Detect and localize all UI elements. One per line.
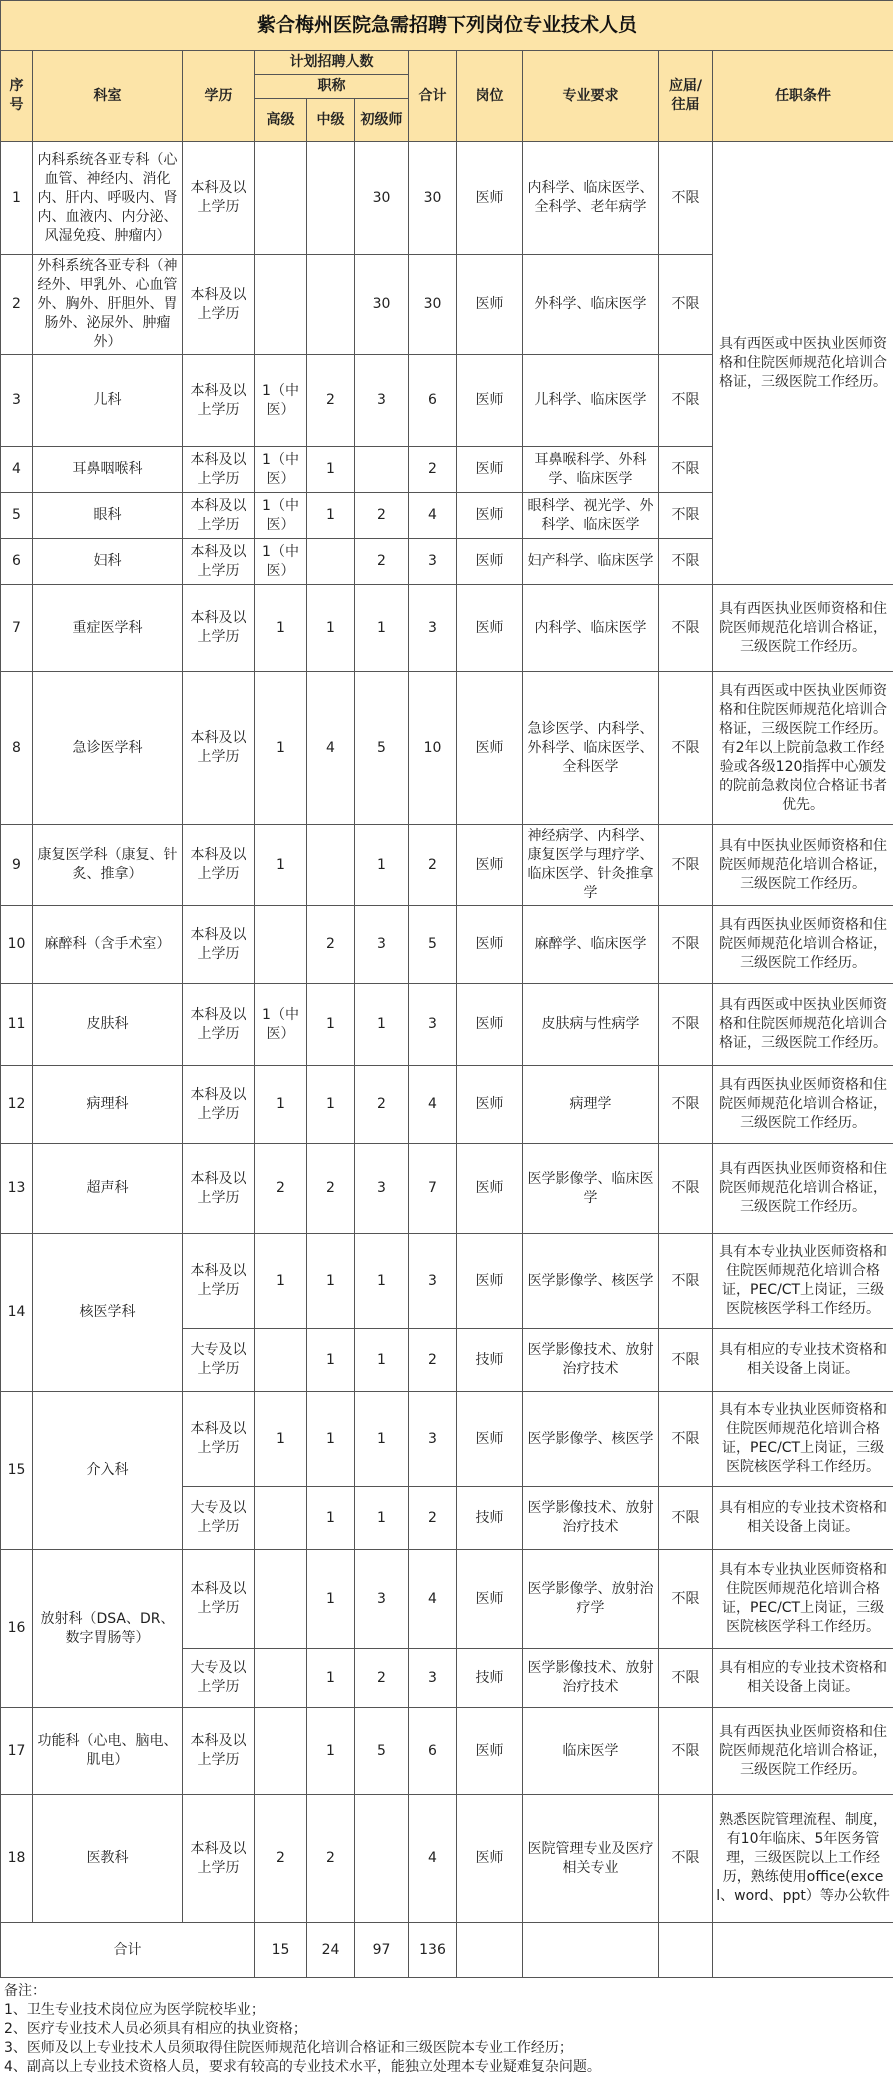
row-junior: 1 [355,1487,409,1550]
row-post: 技师 [457,1649,523,1708]
row-junior: 5 [355,672,409,825]
table-row [1,1550,893,1649]
header-dept: 科室 [33,51,183,142]
header-senior: 高级 [255,99,307,142]
row-edu: 大专及以上学历 [183,1649,255,1708]
total-row [1,1923,893,1978]
table-row [1,1392,893,1487]
row-major: 医学影像学、临床医学 [523,1144,659,1234]
row-mid: 1 [307,493,355,539]
row-total: 3 [409,1392,457,1487]
row-post: 医师 [457,1234,523,1329]
row-edu: 本科及以上学历 [183,1144,255,1234]
row-dept: 妇科 [33,539,183,585]
row-post: 医师 [457,585,523,672]
row-grad: 不限 [659,984,713,1066]
table-row [1,1144,893,1234]
row-post: 医师 [457,355,523,447]
row-junior: 2 [355,493,409,539]
row-number: 8 [1,672,33,825]
row-grad: 不限 [659,1066,713,1144]
row-total: 3 [409,539,457,585]
row-total: 4 [409,1066,457,1144]
row-number: 3 [1,355,33,447]
row-senior: 1（中医） [255,447,307,493]
row-senior [255,1708,307,1795]
row-post: 技师 [457,1487,523,1550]
row-number: 7 [1,585,33,672]
header-post: 岗位 [457,51,523,142]
row-total: 4 [409,493,457,539]
row-major: 外科学、临床医学 [523,255,659,355]
row-edu: 本科及以上学历 [183,1708,255,1795]
row-grad: 不限 [659,255,713,355]
row-mid [307,539,355,585]
row-senior [255,1329,307,1392]
header-mid: 中级 [307,99,355,142]
total-senior: 15 [255,1923,307,1978]
row-junior: 1 [355,825,409,906]
row-number: 10 [1,906,33,984]
row-post: 医师 [457,1550,523,1649]
row-post: 医师 [457,493,523,539]
row-total: 3 [409,984,457,1066]
row-senior: 1 [255,1066,307,1144]
row-junior: 1 [355,984,409,1066]
row-cond: 具有西医执业医师资格和住院医师规范化培训合格证，三级医院工作经历。 [713,1708,893,1795]
row-grad: 不限 [659,906,713,984]
row-cond: 熟悉医院管理流程、制度，有10年临床、5年医务管理，三级医院以上工作经历，熟练使用office(excel、word、ppt）等办公软件 [713,1795,893,1923]
notes-section [0,1978,893,2081]
row-major: 临床医学 [523,1708,659,1795]
table-row [1,1708,893,1795]
row-edu: 本科及以上学历 [183,447,255,493]
row-cond: 具有西医执业医师资格和住院医师规范化培训合格证，三级医院工作经历。 [713,906,893,984]
row-cond: 具有本专业执业医师资格和住院医师规范化培训合格证，PEC/CT上岗证，三级医院核医学科工作经历。 [713,1392,893,1487]
row-grad: 不限 [659,1144,713,1234]
row-grad: 不限 [659,447,713,493]
note-item: 4、副高以上专业技术资格人员，要求有较高的专业技术水平，能独立处理本专业疑难复杂问题。 [4,2058,889,2077]
total-empty-cond [713,1923,893,1978]
row-cond: 具有本专业执业医师资格和住院医师规范化培训合格证，PEC/CT上岗证，三级医院核医学科工作经历。 [713,1550,893,1649]
row-edu: 本科及以上学历 [183,1066,255,1144]
header-edu: 学历 [183,51,255,142]
row-post: 医师 [457,984,523,1066]
row-mid: 1 [307,984,355,1066]
row-mid: 2 [307,355,355,447]
row-number: 5 [1,493,33,539]
row-major: 病理学 [523,1066,659,1144]
row-cond: 具有本专业执业医师资格和住院医师规范化培训合格证，PEC/CT上岗证，三级医院核医学科工作经历。 [713,1234,893,1329]
row-dept: 内科系统各亚专科（心血管、神经内、消化内、肝内、呼吸内、肾内、血液内、内分泌、风湿免疫、肿瘤内） [33,142,183,255]
row-edu: 本科及以上学历 [183,984,255,1066]
row-edu: 本科及以上学历 [183,255,255,355]
row-mid: 1 [307,1487,355,1550]
row-junior: 1 [355,1329,409,1392]
note-item: 3、医师及以上专业技术人员须取得住院医师规范化培训合格证和三级医院本专业工作经历； [4,2039,889,2058]
table-row [1,1795,893,1923]
row-post: 医师 [457,255,523,355]
row-senior [255,255,307,355]
row-senior: 1 [255,1392,307,1487]
row-total: 7 [409,1144,457,1234]
header-junior: 初级师 [355,99,409,142]
row-post: 医师 [457,142,523,255]
row-major: 医学影像学、核医学 [523,1392,659,1487]
row-edu: 本科及以上学历 [183,493,255,539]
row-major: 麻醉学、临床医学 [523,906,659,984]
row-edu: 本科及以上学历 [183,539,255,585]
row-number: 14 [1,1234,33,1392]
row-junior: 1 [355,1234,409,1329]
row-number: 17 [1,1708,33,1795]
row-major: 医学影像技术、放射治疗技术 [523,1649,659,1708]
row-major: 医院管理专业及医疗相关专业 [523,1795,659,1923]
row-senior: 1（中医） [255,493,307,539]
table-row [1,825,893,906]
row-post: 医师 [457,906,523,984]
row-dept: 急诊医学科 [33,672,183,825]
row-grad: 不限 [659,672,713,825]
row-junior: 2 [355,1066,409,1144]
row-cond: 具有相应的专业技术资格和相关设备上岗证。 [713,1487,893,1550]
row-total: 2 [409,447,457,493]
row-edu: 本科及以上学历 [183,355,255,447]
row-major: 医学影像技术、放射治疗技术 [523,1487,659,1550]
row-mid: 1 [307,585,355,672]
row-total: 3 [409,1234,457,1329]
row-total: 3 [409,1649,457,1708]
row-major: 眼科学、视光学、外科学、临床医学 [523,493,659,539]
row-dept: 眼科 [33,493,183,539]
row-cond: 具有西医或中医执业医师资格和住院医师规范化培训合格证，三级医院工作经历。 [713,984,893,1066]
table-row [1,142,893,255]
row-mid: 1 [307,1392,355,1487]
row-senior: 2 [255,1144,307,1234]
row-cond: 具有相应的专业技术资格和相关设备上岗证。 [713,1329,893,1392]
document-title: 紫合梅州医院急需招聘下列岗位专业技术人员 [1,1,893,51]
total-label: 合计 [1,1923,255,1978]
row-total: 2 [409,825,457,906]
row-edu: 本科及以上学历 [183,672,255,825]
row-mid: 2 [307,906,355,984]
row-junior: 2 [355,539,409,585]
row-grad: 不限 [659,142,713,255]
row-number: 18 [1,1795,33,1923]
table-row [1,672,893,825]
note-item: 2、医疗专业技术人员必须具有相应的执业资格； [4,2020,889,2039]
header-no: 序号 [1,51,33,142]
row-edu: 本科及以上学历 [183,1392,255,1487]
row-mid [307,255,355,355]
table-body [1,142,893,1978]
row-grad: 不限 [659,1708,713,1795]
row-dept: 功能科（心电、脑电、肌电） [33,1708,183,1795]
header-major: 专业要求 [523,51,659,142]
row-major: 皮肤病与性病学 [523,984,659,1066]
row-cond: 具有西医执业医师资格和住院医师规范化培训合格证，三级医院工作经历。 [713,585,893,672]
row-number: 9 [1,825,33,906]
total-sum: 136 [409,1923,457,1978]
row-senior [255,1487,307,1550]
header-grad: 应届/往届 [659,51,713,142]
total-empty-grad [659,1923,713,1978]
total-junior: 97 [355,1923,409,1978]
row-edu: 本科及以上学历 [183,142,255,255]
note-item: 1、卫生专业技术岗位应为医学院校毕业； [4,2001,889,2020]
row-post: 医师 [457,825,523,906]
row-post: 医师 [457,1066,523,1144]
row-senior: 2 [255,1795,307,1923]
row-dept: 医教科 [33,1795,183,1923]
row-cond: 具有西医或中医执业医师资格和住院医师规范化培训合格证，三级医院工作经历。有2年以上院前急救工作经验或各级120指挥中心颁发的院前急救岗位合格证书者优先。 [713,672,893,825]
row-grad: 不限 [659,1487,713,1550]
row-mid: 1 [307,1649,355,1708]
row-cond-shared: 具有西医或中医执业医师资格和住院医师规范化培训合格证，三级医院工作经历。 [713,142,893,585]
row-dept: 康复医学科（康复、针炙、推拿） [33,825,183,906]
row-post: 技师 [457,1329,523,1392]
row-major: 医学影像学、放射治疗学 [523,1550,659,1649]
row-junior: 1 [355,585,409,672]
row-mid [307,825,355,906]
row-dept: 麻醉科（含手术室） [33,906,183,984]
row-dept: 耳鼻咽喉科 [33,447,183,493]
row-post: 医师 [457,1144,523,1234]
row-number: 11 [1,984,33,1066]
row-mid: 4 [307,672,355,825]
header-cond: 任职条件 [713,51,893,142]
row-cond: 具有中医执业医师资格和住院医师规范化培训合格证，三级医院工作经历。 [713,825,893,906]
total-empty-major [523,1923,659,1978]
row-senior: 1 [255,1234,307,1329]
row-dept: 外科系统各亚专科（神经外、甲乳外、心血管外、胸外、肝胆外、胃肠外、泌尿外、肿瘤外） [33,255,183,355]
row-dept: 超声科 [33,1144,183,1234]
notes-heading: 备注： [4,1982,889,2001]
row-junior: 3 [355,355,409,447]
table-row [1,906,893,984]
row-grad: 不限 [659,1649,713,1708]
row-edu: 本科及以上学历 [183,906,255,984]
row-dept: 重症医学科 [33,585,183,672]
row-junior: 30 [355,255,409,355]
row-mid: 1 [307,447,355,493]
row-dept: 儿科 [33,355,183,447]
row-mid: 1 [307,1234,355,1329]
row-senior: 1（中医） [255,984,307,1066]
header-rank: 职称 [255,75,409,99]
row-senior: 1 [255,672,307,825]
row-mid [307,142,355,255]
row-major: 儿科学、临床医学 [523,355,659,447]
row-mid: 1 [307,1329,355,1392]
row-total: 4 [409,1795,457,1923]
row-senior: 1 [255,825,307,906]
row-number: 16 [1,1550,33,1708]
row-post: 医师 [457,1795,523,1923]
row-major: 妇产科学、临床医学 [523,539,659,585]
table-row [1,585,893,672]
row-cond: 具有相应的专业技术资格和相关设备上岗证。 [713,1649,893,1708]
row-junior: 2 [355,1649,409,1708]
row-major: 急诊医学、内科学、外科学、临床医学、全科医学 [523,672,659,825]
row-dept: 病理科 [33,1066,183,1144]
row-number: 13 [1,1144,33,1234]
row-total: 4 [409,1550,457,1649]
row-total: 10 [409,672,457,825]
row-senior [255,906,307,984]
row-junior [355,1795,409,1923]
row-dept: 放射科（DSA、DR、数字胃肠等） [33,1550,183,1708]
row-grad: 不限 [659,825,713,906]
row-edu: 本科及以上学历 [183,1550,255,1649]
row-post: 医师 [457,447,523,493]
row-total: 6 [409,355,457,447]
row-major: 医学影像学、核医学 [523,1234,659,1329]
row-junior: 30 [355,142,409,255]
row-senior: 1（中医） [255,539,307,585]
row-major: 内科学、临床医学、全科学、老年病学 [523,142,659,255]
row-junior: 3 [355,906,409,984]
row-junior: 3 [355,1144,409,1234]
row-edu: 本科及以上学历 [183,1795,255,1923]
row-number: 15 [1,1392,33,1550]
row-dept: 皮肤科 [33,984,183,1066]
row-junior: 1 [355,1392,409,1487]
row-grad: 不限 [659,355,713,447]
row-edu: 本科及以上学历 [183,585,255,672]
row-junior: 3 [355,1550,409,1649]
table-row [1,1066,893,1144]
row-edu: 大专及以上学历 [183,1487,255,1550]
row-edu: 本科及以上学历 [183,825,255,906]
row-edu: 大专及以上学历 [183,1329,255,1392]
row-total: 5 [409,906,457,984]
row-senior: 1 [255,585,307,672]
row-cond: 具有西医执业医师资格和住院医师规范化培训合格证，三级医院工作经历。 [713,1066,893,1144]
row-total: 2 [409,1329,457,1392]
row-number: 6 [1,539,33,585]
row-grad: 不限 [659,1234,713,1329]
row-dept: 核医学科 [33,1234,183,1392]
row-grad: 不限 [659,1795,713,1923]
row-grad: 不限 [659,539,713,585]
row-number: 12 [1,1066,33,1144]
row-post: 医师 [457,1392,523,1487]
row-cond: 具有西医执业医师资格和住院医师规范化培训合格证，三级医院工作经历。 [713,1144,893,1234]
row-major: 医学影像技术、放射治疗技术 [523,1329,659,1392]
row-mid: 2 [307,1795,355,1923]
row-senior [255,1649,307,1708]
row-total: 6 [409,1708,457,1795]
row-edu: 本科及以上学历 [183,1234,255,1329]
row-total: 30 [409,255,457,355]
table-row [1,984,893,1066]
row-grad: 不限 [659,1329,713,1392]
row-number: 2 [1,255,33,355]
row-number: 4 [1,447,33,493]
row-mid: 2 [307,1144,355,1234]
row-major: 耳鼻喉科学、外科学、临床医学 [523,447,659,493]
row-major: 神经病学、内科学、康复医学与理疗学、临床医学、针灸推拿学 [523,825,659,906]
row-grad: 不限 [659,493,713,539]
total-mid: 24 [307,1923,355,1978]
row-post: 医师 [457,672,523,825]
row-grad: 不限 [659,1392,713,1487]
row-senior [255,142,307,255]
row-mid: 1 [307,1708,355,1795]
header-plan: 计划招聘人数 [255,51,409,75]
row-total: 30 [409,142,457,255]
row-post: 医师 [457,539,523,585]
table-row [1,1234,893,1329]
row-mid: 1 [307,1066,355,1144]
row-major: 内科学、临床医学 [523,585,659,672]
row-dept: 介入科 [33,1392,183,1550]
row-total: 3 [409,585,457,672]
row-senior [255,1550,307,1649]
row-grad: 不限 [659,1550,713,1649]
row-junior: 5 [355,1708,409,1795]
row-grad: 不限 [659,585,713,672]
row-number: 1 [1,142,33,255]
row-senior: 1（中医） [255,355,307,447]
total-empty-post [457,1923,523,1978]
row-junior [355,447,409,493]
header-total: 合计 [409,51,457,142]
row-mid: 1 [307,1550,355,1649]
row-total: 2 [409,1487,457,1550]
row-post: 医师 [457,1708,523,1795]
